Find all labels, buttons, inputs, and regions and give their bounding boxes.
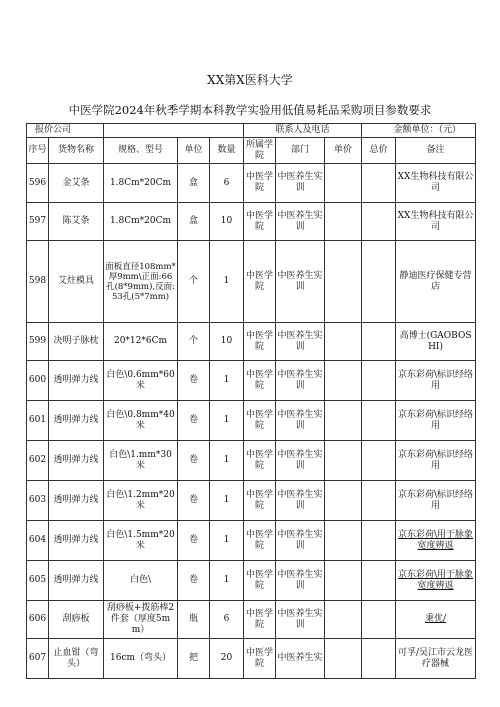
cell-price bbox=[325, 241, 362, 323]
header-name: 货物名称 bbox=[49, 138, 104, 164]
cell-dept: 中医养生实训 bbox=[276, 561, 325, 601]
cell-name: 决明子脉枕 bbox=[49, 323, 104, 361]
cell-dept: 中医养生实训 bbox=[276, 441, 325, 481]
cell-total bbox=[362, 241, 396, 323]
cell-qty: 1 bbox=[210, 441, 244, 481]
table-row bbox=[27, 323, 476, 361]
cell-spec: 20*12*6Cm bbox=[104, 323, 178, 361]
cell-price bbox=[325, 521, 362, 561]
cell-no: 600 bbox=[27, 361, 49, 401]
cell-unit: 个 bbox=[178, 323, 210, 361]
cell-note: XX生物科技有限公司 bbox=[396, 203, 476, 241]
header-no: 序号 bbox=[27, 138, 49, 164]
cell-college: 中医学院 bbox=[244, 601, 276, 639]
cell-note: 秉优/ bbox=[396, 601, 476, 639]
cell-spec: 1.8Cm*20Cm bbox=[104, 203, 178, 241]
cell-qty: 20 bbox=[210, 639, 244, 679]
cell-dept: 中医养生实训 bbox=[276, 203, 325, 241]
table-row bbox=[27, 561, 476, 601]
cell-spec: 白色\1.5mm*20米 bbox=[104, 521, 178, 561]
cell-college: 中医学院 bbox=[244, 401, 276, 441]
cell-name: 艾炷模具 bbox=[49, 241, 104, 323]
cell-price bbox=[325, 361, 362, 401]
cell-qty: 1 bbox=[210, 401, 244, 441]
cell-price bbox=[325, 481, 362, 521]
cell-note: XX生物科技有限公司 bbox=[396, 164, 476, 203]
header-unit: 单位 bbox=[178, 138, 210, 164]
cell-unit: 个 bbox=[178, 241, 210, 323]
cell-no: 601 bbox=[27, 401, 49, 441]
cell-spec: 白色\0.8mm*40米 bbox=[104, 401, 178, 441]
header-row bbox=[27, 138, 476, 164]
cell-price bbox=[325, 639, 362, 679]
cell-note: 高博士(GAOBOSHI) bbox=[396, 323, 476, 361]
procurement-table bbox=[26, 123, 476, 679]
cell-name: 陈艾条 bbox=[49, 203, 104, 241]
cell-no: 605 bbox=[27, 561, 49, 601]
cell-qty: 1 bbox=[210, 561, 244, 601]
cell-total bbox=[362, 441, 396, 481]
company-label: 报价公司 bbox=[27, 124, 104, 138]
cell-price bbox=[325, 203, 362, 241]
cell-dept: 中医养生实训 bbox=[276, 241, 325, 323]
cell-name: 透明弹力线 bbox=[49, 441, 104, 481]
cell-total bbox=[362, 601, 396, 639]
cell-no: 607 bbox=[27, 639, 49, 679]
table-row bbox=[27, 521, 476, 561]
table-row bbox=[27, 601, 476, 639]
cell-price bbox=[325, 561, 362, 601]
cell-no: 602 bbox=[27, 441, 49, 481]
cell-qty: 6 bbox=[210, 601, 244, 639]
cell-note: 京东彩荷\标识经络用 bbox=[396, 481, 476, 521]
cell-unit: 盒 bbox=[178, 164, 210, 203]
cell-no: 596 bbox=[27, 164, 49, 203]
table-row bbox=[27, 203, 476, 241]
cell-no: 598 bbox=[27, 241, 49, 323]
cell-spec: 白色\ bbox=[104, 561, 178, 601]
cell-unit: 卷 bbox=[178, 361, 210, 401]
cell-qty: 1 bbox=[210, 521, 244, 561]
cell-college: 中医学院 bbox=[244, 164, 276, 203]
cell-note: 京东彩荷\标识经络用 bbox=[396, 361, 476, 401]
cell-no: 603 bbox=[27, 481, 49, 521]
cell-qty: 1 bbox=[210, 241, 244, 323]
info-row bbox=[27, 124, 476, 138]
cell-unit: 卷 bbox=[178, 441, 210, 481]
cell-note: 京东彩荷\用于脉象宽度辨返 bbox=[396, 521, 476, 561]
cell-dept: 中医养生实训 bbox=[276, 601, 325, 639]
cell-no: 599 bbox=[27, 323, 49, 361]
cell-spec: 白色\1.mm*30米 bbox=[104, 441, 178, 481]
cell-total bbox=[362, 203, 396, 241]
cell-college: 中医学院 bbox=[244, 203, 276, 241]
cell-spec: 白色\0.6mm*60米 bbox=[104, 361, 178, 401]
cell-spec: 1.8Cm*20Cm bbox=[104, 164, 178, 203]
cell-unit: 卷 bbox=[178, 521, 210, 561]
cell-college: 中医学院 bbox=[244, 561, 276, 601]
cell-note: 京东彩荷\标识经络用 bbox=[396, 441, 476, 481]
cell-dept: 中医养生实训 bbox=[276, 323, 325, 361]
cell-unit: 卷 bbox=[178, 561, 210, 601]
cell-name: 金艾条 bbox=[49, 164, 104, 203]
cell-note: 京东彩荷\标识经络用 bbox=[396, 401, 476, 441]
cell-name: 止血钳（弯头） bbox=[49, 639, 104, 679]
header-note: 备注 bbox=[396, 138, 476, 164]
cell-spec: 面板直径108mm*厚9mm\正面:66孔(8*9mm),反面:53孔(5*7mm) bbox=[104, 241, 178, 323]
contact-label: 联系人及电话 bbox=[244, 124, 362, 138]
cell-total bbox=[362, 521, 396, 561]
cell-college: 中医学院 bbox=[244, 441, 276, 481]
cell-qty: 1 bbox=[210, 361, 244, 401]
cell-unit: 盒 bbox=[178, 203, 210, 241]
cell-qty: 10 bbox=[210, 323, 244, 361]
table-row bbox=[27, 361, 476, 401]
amount-unit-label: 金额单位：（元） bbox=[362, 124, 476, 138]
cell-no: 606 bbox=[27, 601, 49, 639]
cell-name: 刮痧板 bbox=[49, 601, 104, 639]
header-qty: 数量 bbox=[210, 138, 244, 164]
document-title: XX第X医科大学 bbox=[207, 73, 293, 87]
cell-no: 597 bbox=[27, 203, 49, 241]
cell-total bbox=[362, 323, 396, 361]
cell-total bbox=[362, 401, 396, 441]
cell-college: 中医学院 bbox=[244, 361, 276, 401]
cell-qty: 6 bbox=[210, 164, 244, 203]
cell-college: 中医学院 bbox=[244, 241, 276, 323]
cell-unit: 卷 bbox=[178, 481, 210, 521]
table-row bbox=[27, 639, 476, 679]
table-row bbox=[27, 164, 476, 203]
cell-price bbox=[325, 401, 362, 441]
cell-no: 604 bbox=[27, 521, 49, 561]
cell-dept: 中医养生实训 bbox=[276, 521, 325, 561]
cell-dept: 中医养生实训 bbox=[276, 361, 325, 401]
cell-name: 透明弹力线 bbox=[49, 481, 104, 521]
cell-total bbox=[362, 361, 396, 401]
cell-total bbox=[362, 561, 396, 601]
cell-unit: 瓶 bbox=[178, 601, 210, 639]
cell-college: 中医学院 bbox=[244, 639, 276, 679]
cell-college: 中医学院 bbox=[244, 481, 276, 521]
cell-note: 京东彩荷\用于脉象宽度辨返 bbox=[396, 561, 476, 601]
table-row bbox=[27, 401, 476, 441]
cell-note: 静迪医疗保健专营店 bbox=[396, 241, 476, 323]
cell-price bbox=[325, 601, 362, 639]
header-dept: 部门 bbox=[276, 138, 325, 164]
cell-dept: 中医养生实训 bbox=[276, 164, 325, 203]
cell-unit: 卷 bbox=[178, 401, 210, 441]
header-college: 所属学院 bbox=[244, 138, 276, 164]
header-price: 单价 bbox=[325, 138, 362, 164]
document-subtitle: 中医学院2024年秋季学期本科教学实验用低值易耗品采购项目参数要求 bbox=[68, 103, 432, 117]
cell-name: 透明弹力线 bbox=[49, 401, 104, 441]
cell-dept: 中医养生实训 bbox=[276, 401, 325, 441]
table-row bbox=[27, 441, 476, 481]
table-row bbox=[27, 241, 476, 323]
cell-total bbox=[362, 639, 396, 679]
table-row bbox=[27, 481, 476, 521]
cell-dept: 中医养生实训 bbox=[276, 481, 325, 521]
header-spec: 规格、型号 bbox=[104, 138, 178, 164]
cell-price bbox=[325, 441, 362, 481]
cell-total bbox=[362, 481, 396, 521]
cell-name: 透明弹力线 bbox=[49, 361, 104, 401]
cell-name: 透明弹力线 bbox=[49, 521, 104, 561]
cell-dept: 中医养生实 bbox=[276, 639, 325, 679]
cell-total bbox=[362, 164, 396, 203]
cell-price bbox=[325, 164, 362, 203]
cell-unit: 把 bbox=[178, 639, 210, 679]
cell-spec: 刮痧板+拨筋棒2件套（厚度5mm） bbox=[104, 601, 178, 639]
header-total: 总价 bbox=[362, 138, 396, 164]
cell-college: 中医学院 bbox=[244, 323, 276, 361]
company-value bbox=[104, 124, 244, 138]
cell-qty: 10 bbox=[210, 203, 244, 241]
cell-name: 透明弹力线 bbox=[49, 561, 104, 601]
cell-note: 可孚/吴江市云龙医疗器械 bbox=[396, 639, 476, 679]
cell-spec: 16cm（弯头） bbox=[104, 639, 178, 679]
cell-price bbox=[325, 323, 362, 361]
cell-qty: 1 bbox=[210, 481, 244, 521]
cell-college: 中医学院 bbox=[244, 521, 276, 561]
cell-spec: 白色\1.2mm*20米 bbox=[104, 481, 178, 521]
